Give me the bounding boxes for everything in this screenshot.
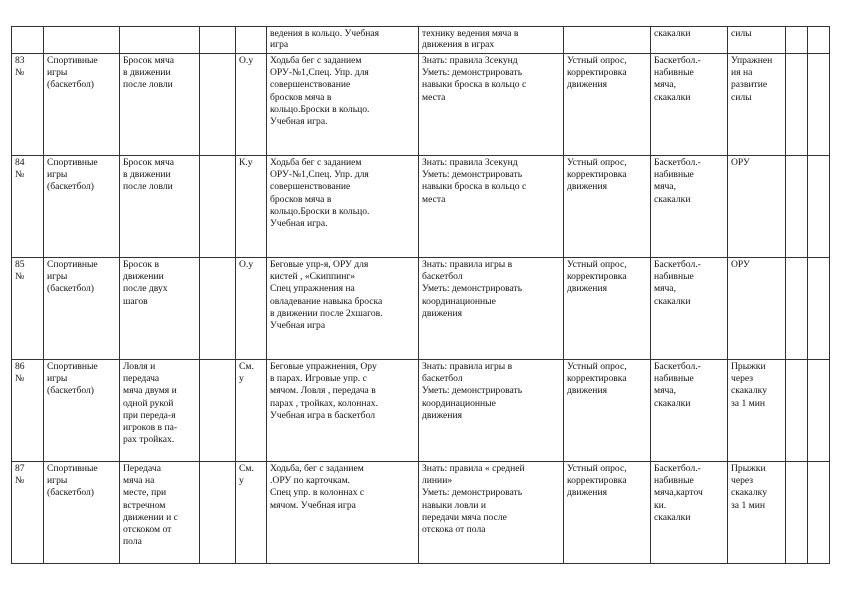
cell-line: скакалку <box>731 385 767 397</box>
cell-line: Учебная игра. <box>270 116 328 128</box>
cell-line: скакалки <box>654 295 691 307</box>
cell-type <box>236 54 267 156</box>
cell-line: корректировка <box>567 475 627 487</box>
cell-line: Передача <box>123 463 161 474</box>
cell-line: мяча на <box>123 475 155 487</box>
cell-line: См. <box>239 361 254 372</box>
cell-line: передача <box>123 373 160 385</box>
cell-line: Спортивные <box>47 259 98 270</box>
cell-content <box>267 258 419 360</box>
cell-topic <box>120 27 200 54</box>
cell-line: навыки броска в кольцо с <box>422 79 527 91</box>
cell-line: месте, при <box>123 487 167 499</box>
cell-line: совершенствование <box>270 181 351 193</box>
cell-line: места <box>422 193 446 205</box>
cell-empty <box>200 54 236 156</box>
cell-num <box>12 360 44 462</box>
cell-line: 85 <box>15 259 25 270</box>
cell-line: баскетбол <box>422 271 463 283</box>
cell-line: Знать: правила 3секунд <box>422 55 518 66</box>
cell-type <box>236 258 267 360</box>
cell-line: кистей , «Скиппинг» <box>270 271 356 283</box>
cell-line: Бросок мяча <box>123 157 175 168</box>
cell-line: набивные <box>654 271 694 283</box>
cell-equipment <box>651 27 728 54</box>
cell-line: Знать: правила игры в <box>422 259 513 270</box>
cell-section <box>44 462 120 564</box>
cell-line: Ходьба бег с заданием <box>270 55 362 66</box>
cell-type <box>236 27 267 54</box>
cell-line: скакалки <box>654 91 691 103</box>
cell-line: совершенствование <box>270 79 351 91</box>
cell-line: в движении <box>123 169 171 181</box>
cell-content <box>267 462 419 564</box>
cell-line: Баскетбол.- <box>654 157 701 168</box>
table-row <box>12 54 830 156</box>
cell-line: (баскетбол) <box>47 181 94 193</box>
cell-requirements <box>419 54 564 156</box>
cell-line: за 1 мин <box>731 397 765 409</box>
cell-homework <box>728 258 786 360</box>
cell-line: Прыжки <box>731 361 766 372</box>
cell-requirements <box>419 462 564 564</box>
cell-equipment <box>651 156 728 258</box>
cell-line: игры <box>47 169 68 181</box>
cell-requirements <box>419 27 564 54</box>
cell-line: после ловли <box>123 79 173 91</box>
cell-line: № <box>15 169 25 181</box>
cell-line: ки. <box>654 499 667 511</box>
cell-line: мяча, <box>654 385 676 397</box>
cell-line: Спортивные <box>47 55 98 66</box>
cell-line: (баскетбол) <box>47 283 94 295</box>
cell-line: отскока от пола <box>422 524 486 536</box>
cell-line: мяча двумя и <box>123 385 177 397</box>
cell-line: Ловля и <box>123 361 156 372</box>
cell-line: ОРУ-№1,Спец. Упр. для <box>270 67 369 79</box>
cell-section <box>44 360 120 462</box>
cell-line: движения <box>567 487 607 499</box>
cell-line: Ходьба бег с заданием <box>270 157 362 168</box>
cell-line: Спортивные <box>47 361 98 372</box>
cell-line: у <box>239 475 244 487</box>
cell-date-plan <box>786 462 808 564</box>
cell-line: парах , тройках, колоннах. <box>270 397 378 409</box>
cell-date-fact <box>808 462 830 564</box>
cell-date-plan <box>786 27 808 54</box>
cell-control <box>564 156 651 258</box>
cell-line: у <box>239 373 244 385</box>
cell-line: 87 <box>15 463 25 474</box>
cell-line: набивные <box>654 475 694 487</box>
cell-section <box>44 54 120 156</box>
cell-line: линии» <box>422 475 453 487</box>
cell-line: через <box>731 373 754 385</box>
cell-line: развитие <box>731 79 768 91</box>
cell-empty <box>200 258 236 360</box>
cell-line: набивные <box>654 373 694 385</box>
cell-topic <box>120 462 200 564</box>
cell-line: рах тройках. <box>123 434 175 446</box>
cell-line: Учебная игра <box>270 320 326 332</box>
cell-requirements <box>419 360 564 462</box>
cell-topic <box>120 360 200 462</box>
cell-date-plan <box>786 54 808 156</box>
cell-type <box>236 156 267 258</box>
cell-line: движении <box>123 271 164 283</box>
cell-line: Устный опрос, <box>567 55 627 66</box>
cell-line: движения <box>567 283 607 295</box>
cell-homework <box>728 462 786 564</box>
cell-line: игры <box>47 67 68 79</box>
cell-line: координационные <box>422 295 496 307</box>
cell-line: движения в играх <box>422 39 495 50</box>
cell-line: Спец упражнения на <box>270 283 355 295</box>
cell-line: мяча, <box>654 283 676 295</box>
table-row <box>12 462 830 564</box>
cell-line: Уметь: демонстрировать <box>422 169 523 181</box>
cell-homework <box>728 27 786 54</box>
cell-requirements <box>419 258 564 360</box>
cell-date-fact <box>808 258 830 360</box>
cell-line: одной рукой <box>123 397 174 409</box>
cell-line: корректировка <box>567 271 627 283</box>
cell-line: Спортивные <box>47 463 98 474</box>
cell-line: навыки броска в кольцо с <box>422 181 527 193</box>
cell-line: № <box>15 67 25 79</box>
cell-empty <box>200 27 236 54</box>
cell-line: Спец упр. в колоннах с <box>270 487 365 499</box>
cell-line: игры <box>47 373 68 385</box>
cell-line: после двух <box>123 283 168 295</box>
cell-line: (баскетбол) <box>47 487 94 499</box>
cell-line: Баскетбол.- <box>654 463 701 474</box>
cell-line: Упражнен <box>731 55 773 66</box>
cell-line: Уметь: демонстрировать <box>422 385 523 397</box>
cell-content <box>267 27 419 54</box>
cell-line: Знать: правила « средней <box>422 463 525 474</box>
cell-line: бросков мяча в <box>270 91 332 103</box>
cell-line: корректировка <box>567 373 627 385</box>
cell-line: игра <box>270 39 289 50</box>
cell-line: Уметь: демонстрировать <box>422 67 523 79</box>
cell-line: Устный опрос, <box>567 259 627 270</box>
cell-line: ОРУ-№1,Спец. Упр. для <box>270 169 369 181</box>
cell-homework <box>728 54 786 156</box>
cell-line: корректировка <box>567 169 627 181</box>
cell-line: Знать: правила 3секунд <box>422 157 518 168</box>
cell-equipment <box>651 462 728 564</box>
cell-line: .ОРУ по карточкам. <box>270 475 351 487</box>
cell-equipment <box>651 258 728 360</box>
cell-line: Баскетбол.- <box>654 55 701 66</box>
cell-section <box>44 156 120 258</box>
cell-line: ведения в кольцо. Учебная <box>270 28 380 39</box>
cell-line: Прыжки <box>731 463 766 474</box>
cell-line: после ловли <box>123 181 173 193</box>
cell-equipment <box>651 360 728 462</box>
cell-line: О.у <box>239 259 254 270</box>
cell-line: силы <box>731 91 752 103</box>
cell-topic <box>120 156 200 258</box>
cell-control <box>564 360 651 462</box>
cell-line: Баскетбол.- <box>654 259 701 270</box>
cell-content <box>267 54 419 156</box>
cell-line: Учебная игра в баскетбол <box>270 409 376 421</box>
cell-line: Устный опрос, <box>567 157 627 168</box>
cell-date-plan <box>786 258 808 360</box>
cell-control <box>564 462 651 564</box>
cell-num <box>12 462 44 564</box>
cell-empty <box>200 156 236 258</box>
cell-line: Бросок в <box>123 259 159 270</box>
cell-line: набивные <box>654 169 694 181</box>
cell-requirements <box>419 156 564 258</box>
cell-type <box>236 462 267 564</box>
cell-line: кольцо.Броски в кольцо. <box>270 103 370 115</box>
cell-line: Уметь: демонстрировать <box>422 283 523 295</box>
cell-line: скакалки <box>654 193 691 205</box>
cell-line: скакалки <box>654 397 691 409</box>
cell-line: мяча,карточ <box>654 487 703 499</box>
cell-equipment <box>651 54 728 156</box>
table-row <box>12 27 830 54</box>
cell-line: набивные <box>654 67 694 79</box>
cell-date-fact <box>808 156 830 258</box>
cell-content <box>267 360 419 462</box>
cell-line: № <box>15 475 25 487</box>
cell-line: корректировка <box>567 67 627 79</box>
cell-line: игры <box>47 271 68 283</box>
cell-line: за 1 мин <box>731 499 765 511</box>
cell-line: Уметь: демонстрировать <box>422 487 523 499</box>
cell-line: О.у <box>239 55 254 66</box>
table-row <box>12 156 830 258</box>
cell-line: Беговые упр-я, ОРУ для <box>270 259 369 270</box>
cell-line: движения <box>422 409 462 421</box>
cell-line: Знать: правила игры в <box>422 361 513 372</box>
cell-line: Устный опрос, <box>567 463 627 474</box>
cell-line: Ходьба, бег с заданием <box>270 463 364 474</box>
cell-section <box>44 258 120 360</box>
cell-line: Баскетбол.- <box>654 361 701 372</box>
cell-num <box>12 54 44 156</box>
cell-line: силы <box>731 28 752 39</box>
cell-line: при переда-я <box>123 409 176 421</box>
cell-topic <box>120 258 200 360</box>
cell-line: 86 <box>15 361 25 372</box>
cell-line: движения <box>567 181 607 193</box>
cell-line: места <box>422 91 446 103</box>
cell-line: в движении <box>123 67 171 79</box>
cell-line: Беговые упражнения, Ору <box>270 361 377 372</box>
cell-control <box>564 258 651 360</box>
cell-line: ия на <box>731 67 753 79</box>
cell-num <box>12 27 44 54</box>
cell-line: через <box>731 475 754 487</box>
cell-control <box>564 27 651 54</box>
cell-empty <box>200 462 236 564</box>
cell-line: игры <box>47 475 68 487</box>
table-row <box>12 360 830 462</box>
cell-line: координационные <box>422 397 496 409</box>
cell-section <box>44 27 120 54</box>
cell-date-plan <box>786 156 808 258</box>
cell-date-fact <box>808 54 830 156</box>
cell-line: отскоком от <box>123 524 172 536</box>
cell-line: скакалки <box>654 28 691 39</box>
cell-line: в движении после 2хшагов. <box>270 307 383 319</box>
cell-line: баскетбол <box>422 373 463 385</box>
cell-line: передачи мяча после <box>422 511 507 523</box>
cell-line: встречном <box>123 499 166 511</box>
cell-line: шагов <box>123 295 148 307</box>
cell-type <box>236 360 267 462</box>
cell-line: (баскетбол) <box>47 385 94 397</box>
cell-homework <box>728 156 786 258</box>
cell-num <box>12 258 44 360</box>
cell-line: К.у <box>239 157 253 168</box>
cell-line: навыки ловли и <box>422 499 487 511</box>
cell-date-plan <box>786 360 808 462</box>
cell-line: 83 <box>15 55 25 66</box>
cell-date-fact <box>808 360 830 462</box>
cell-line: движения <box>422 307 462 319</box>
cell-line: мяча, <box>654 181 676 193</box>
cell-line: скакалки <box>654 511 691 523</box>
cell-line: мячом. Ловля , передача в <box>270 385 376 397</box>
cell-date-fact <box>808 27 830 54</box>
cell-line: технику ведения мяча в <box>422 28 519 39</box>
cell-line: (баскетбол) <box>47 79 94 91</box>
cell-line: пола <box>123 536 142 548</box>
cell-line: кольцо.Броски в кольцо. <box>270 205 370 217</box>
cell-line: 84 <box>15 157 25 168</box>
cell-empty <box>200 360 236 462</box>
cell-line: № <box>15 271 25 283</box>
cell-line: овладевание навыка броска <box>270 295 383 307</box>
cell-line: мяча, <box>654 79 676 91</box>
cell-line: движения <box>567 385 607 397</box>
cell-line: движения <box>567 79 607 91</box>
cell-line: скакалку <box>731 487 767 499</box>
cell-line: См. <box>239 463 254 474</box>
lesson-plan-table <box>11 26 830 564</box>
cell-line: движении и с <box>123 511 178 523</box>
cell-line: бросков мяча в <box>270 193 332 205</box>
table-row <box>12 258 830 360</box>
cell-line: ОРУ <box>731 259 750 270</box>
cell-line: Устный опрос, <box>567 361 627 372</box>
cell-line: Спортивные <box>47 157 98 168</box>
cell-content <box>267 156 419 258</box>
cell-line: № <box>15 373 25 385</box>
cell-line: Учебная игра. <box>270 218 328 230</box>
cell-line: Бросок мяча <box>123 55 175 66</box>
cell-topic <box>120 54 200 156</box>
cell-num <box>12 156 44 258</box>
cell-line: игроков в па- <box>123 422 178 434</box>
cell-line: мячом. Учебная игра <box>270 499 356 511</box>
cell-homework <box>728 360 786 462</box>
cell-line: ОРУ <box>731 157 750 168</box>
cell-line: в парах. Игровые упр. с <box>270 373 367 385</box>
cell-control <box>564 54 651 156</box>
